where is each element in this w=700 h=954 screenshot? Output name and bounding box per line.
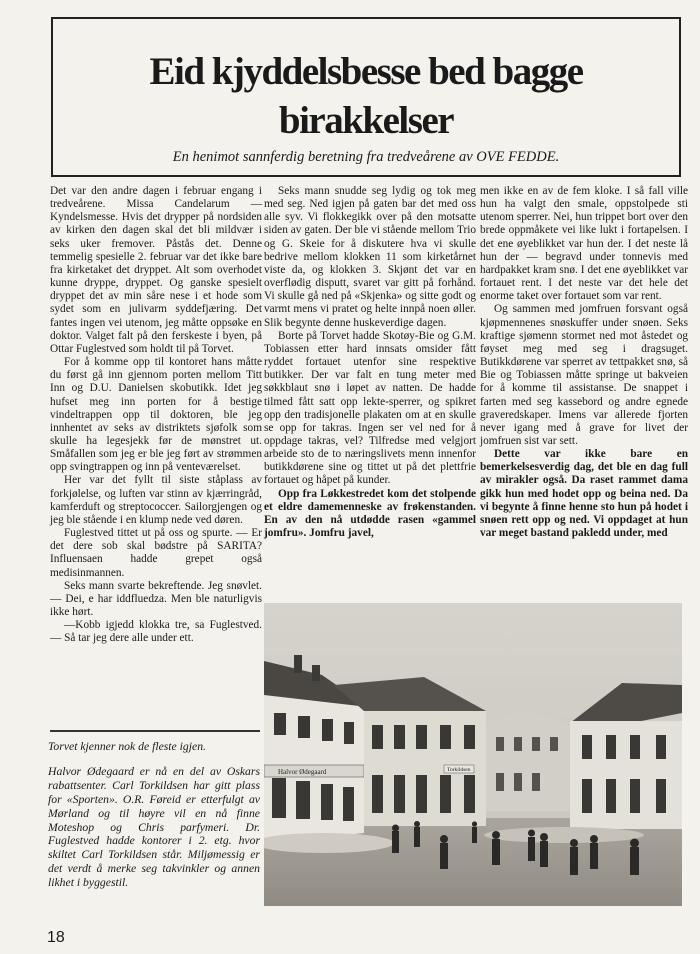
shop-sign: Halvor Ødegaard (278, 768, 327, 776)
paragraph: Fuglestved tittet ut på oss og spurte. — Er det dere sob skal bødstre på SARITA? Influensaen hadde grepet også medisinmannen. (50, 527, 262, 579)
paragraph: Det var den andre dagen i februar engang i tredveårene. Missa Candelarum — Kyndelsmesse. Hvis det drypper på nordsiden av kirken den dagen skal det bli mildvær i seks uker fremover. Påstås det. Denne temmelig spesielle 2. februar var det ikke bare fra kirketaket det dryppet. Alt som overhodet kunne dryppe, dryppet. Og ganske spesielt dryppet det av min såre nese i et hode som sydet som en julivarm syddefjæring. Det fantes ingen vei utenom, jeg måtte oppsøke en doktor. Valget falt på den ferskeste i byen, på Ottar Fuglestved som holdt til på Torvet. (50, 185, 262, 355)
paragraph: Seks mann snudde seg lydig og tok meg med seg. Ned igjen på gaten bar det med oss alle syv. Vi flokkegikk over på den motsatte siden av gaten. Der ble vi stående mellom Trio og G. Skeie for å diskutere hva vi skulle bedrive mellom klokken 11 som kirketårnet viste da, og klokken 3. Skjønt det var en overflødig disputt, svaret var gitt på forhånd. Vi skulle gå ned på «Skjenka» og sitte godt og varmt mens vi pratet og helte innpå noen øller. Slik begynte denne huskeverdige dagen. (264, 185, 476, 329)
paragraph: Borte på Torvet hadde Skotøy-Bie og G.M. Tobiassen etter hard innsats omsider fått ryddet fortauet utenfor sine respektive butikker. Der var falt en tung meter med søkkblaut snø i løpet av natten. De hadde tilmed fått satt opp lekte-sperrer, og spikret opp den tradisjonelle plakaten om at en skulle se opp for takras. Ingen ser vel ned for å oppdage takras, vel? Tilfredse med velgjort arbeide sto de to næringslivets menn innenfor butikkdørene sine og tittet ut på det plettfrie fortauet og håpet på kunder. (264, 329, 476, 487)
paragraph: Seks mann svarte bekreftende. Jeg snøvlet. — Dei, e har iddfluedza. Men ble naturligvis ikke hørt. (50, 579, 262, 618)
caption-divider (50, 730, 260, 732)
paragraph: For å komme opp til kontoret hans måtte du først gå inn gjennom porten mellom Titt Inn og D.U. Danielsen skobutikk. Idet jeg hufset meg inn porten for å bestige vindeltrappen opp til doktoren, ble jeg innhentet av seks av distriktets sjøfolk som skulle ha legesjekk før de mønstret ut. Småfallen som jeg er ble jeg ført av strømmen opp svingtrappen og inn på venteværelset. (50, 356, 262, 474)
text-column-2 (264, 185, 476, 540)
photo-illustration (264, 603, 682, 906)
article-subtitle: En henimot sannferdig beretning fra tredveårene av OVE FEDDE. (172, 149, 560, 165)
paragraph: Dette var ikke bare en bemerkelsesverdig dag, det ble en dag full av mirakler også. Da raset rammet dama gikk hun med hodet opp og beina ned. Da vi begynte å finne henne sto hun på hodet i snøen rett opp og ned. Vi oppdaget at hun var meget bastand pakledd under, med (480, 448, 688, 540)
title-line-2: birakkelser (278, 99, 454, 142)
caption-heading: Torvet kjenner nok de fleste igjen. (48, 740, 206, 753)
article-title (53, 47, 679, 145)
title-line-1: Eid kjyddelsbesse bed bagge (149, 50, 583, 93)
paragraph: Og sammen med jomfruen forsvant også kjøpmennenes snøskuffer under snøen. Seks kraftige sjømenn stormet ned mot åstedet og føyset meg med seg i dragsuget. Butikkdørene var sperret av tettpakket snø, så Bie og Tobiassen måtte springe ut bakveien for å komme til assistanse. De snappet i farten med seg kassebord og andre egnede graveredskaper. Imens var allerede fjorten never igang med å grave for livet der jomfruen sist var sett. (480, 303, 688, 447)
text-column-3 (480, 185, 688, 540)
paragraph: men ikke en av de fem kloke. I så fall ville hun ha valgt den smale, oppstolpede sti utenom sperrer. Nei, hun trippet bort over den brede oppmåkete vei like lukt i fortapelsen. I det ene øyeblikket var hun der. I det neste lå hun der — begravd under tonnevis med hardpakket kram snø. I det ene øyeblikket var fortauet rent. I det neste var det hele det enorme taket over fortauet som var rent. (480, 185, 688, 303)
photo-caption (48, 740, 260, 901)
page-number: 18 (47, 929, 65, 946)
town-square-photo (264, 603, 682, 906)
text-column-1 (50, 185, 262, 645)
shop-sign: Torkildsen (447, 767, 471, 773)
paragraph: Her var det fyllt til siste ståplass av forkjølelse, og luften var stinn av kjærringråd, kamferduft og streptococcer. Sailorgjengen og jeg ble stående i en klump nede ved døren. (50, 474, 262, 526)
caption-body: Halvor Ødegaard er nå en del av Oskars rabattsenter. Carl Torkildsen har gitt plass for «Sporten». O.R. Føreid er etterfulgt av Mørland og til høyre vil en nå finne Moteshop og Chris parfymeri. Dr. Fuglestved hadde kontorer i 2. etg. hvor skiltet Carl Torkildsen står. Miljømessig er det verdt å merke seg takvinkler og annen likhet i byggestil. (48, 764, 260, 890)
title-box (51, 17, 681, 177)
paragraph: —Kobb igjedd klokka tre, sa Fuglestved. — Så tar jeg dere alle under ett. (50, 619, 262, 645)
paragraph: Opp fra Løkkestredet kom det stolpende et eldre damemenneske av frøkenstanden. En av den nå utdødde rasen «gammel jomfru». Jomfru javel, (264, 487, 476, 540)
